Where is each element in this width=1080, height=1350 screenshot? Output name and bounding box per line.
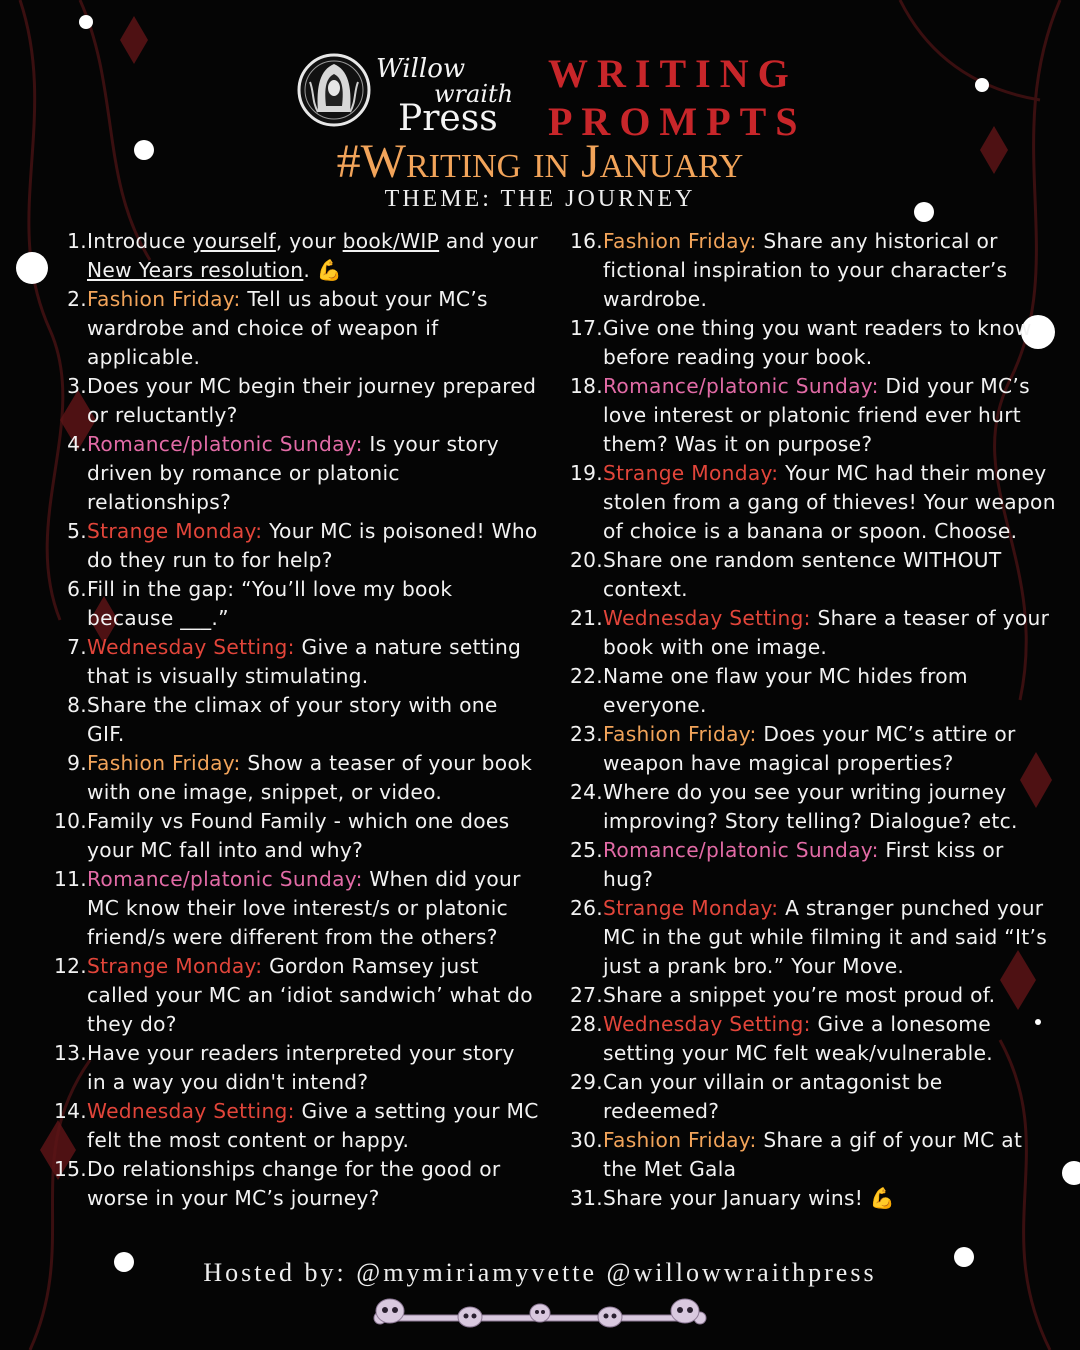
prompt-item	[50, 807, 540, 865]
prompt-item	[50, 517, 540, 575]
prompt-day-label: Fashion Friday:	[87, 287, 241, 311]
logo-wraith: wraith	[434, 80, 514, 108]
prompt-number: 4.	[67, 432, 87, 456]
prompt-item	[566, 227, 1056, 314]
prompt-text	[87, 1099, 539, 1152]
prompt-description: Give one thing you want readers to know before reading your book.	[603, 316, 1032, 369]
prompt-description: Share the climax of your story with one GIF.	[87, 693, 498, 746]
theme-subtitle: THEME: THE JOURNEY	[384, 186, 696, 212]
prompt-description: Have your readers interpreted your story in a way you didn't intend?	[87, 1041, 515, 1094]
prompt-text-segment: . 💪	[303, 258, 343, 282]
prompt-text	[603, 461, 1056, 543]
prompt-text-segment: and your	[439, 229, 539, 253]
prompt-number: 26.	[569, 896, 603, 920]
prompt-text	[87, 519, 538, 572]
prompt-text	[603, 664, 968, 717]
prompt-number: 31.	[569, 1186, 603, 1210]
prompt-text	[603, 1070, 943, 1123]
prompt-number: 27.	[569, 983, 603, 1007]
prompt-item	[50, 430, 540, 517]
prompt-description: Share any historical or fictional inspiration to your character’s wardrobe.	[603, 229, 1008, 311]
prompt-item	[566, 778, 1056, 836]
prompt-text	[603, 722, 1016, 775]
prompt-description: Give a setting your MC felt the most content or happy.	[87, 1099, 539, 1152]
prompt-day-label: Wednesday Setting:	[87, 1099, 295, 1123]
prompt-description: Share a teaser of your book with one image.	[603, 606, 1050, 659]
prompt-text	[87, 1157, 500, 1210]
prompt-text	[87, 751, 532, 804]
prompt-description: Is your story driven by romance or platonic relationships?	[87, 432, 500, 514]
prompt-number: 13.	[53, 1041, 87, 1065]
prompt-underlined-text: New Years resolution	[87, 258, 304, 282]
prompt-description: Tell us about your MC’s wardrobe and choice of weapon if applicable.	[87, 287, 488, 369]
prompt-text	[87, 577, 452, 630]
prompt-day-label: Fashion Friday:	[603, 229, 757, 253]
prompt-description: Family vs Found Family - which one does your MC fall into and why?	[87, 809, 510, 862]
prompt-description: Show a teaser of your book with one image, snippet, or video.	[87, 751, 533, 804]
prompt-day-label: Romance/platonic Sunday:	[603, 838, 879, 862]
prompt-text	[603, 1186, 895, 1210]
prompt-description: First kiss or hug?	[603, 838, 1004, 891]
prompt-day-label: Strange Monday:	[603, 461, 779, 485]
prompt-item	[566, 1010, 1056, 1068]
prompt-number: 21.	[569, 606, 603, 630]
prompt-day-label: Romance/platonic Sunday:	[87, 867, 363, 891]
prompt-item	[50, 749, 540, 807]
prompt-description: Share a snippet you’re most proud of.	[603, 983, 996, 1007]
prompt-text-segment: , your	[275, 229, 343, 253]
prompt-description: Your MC had their money stolen from a gang of thieves! Your weapon of choice is a banana or spoon. Choose.	[603, 461, 1056, 543]
logo-press: Press	[398, 98, 498, 139]
prompt-description: A stranger punched your MC in the gut while filming it and said “It’s just a prank bro.” Your Move.	[603, 896, 1048, 978]
prompt-item	[566, 1126, 1056, 1184]
logo-willow: Willow	[376, 54, 466, 84]
prompt-day-label: Strange Monday:	[87, 954, 263, 978]
prompt-number: 8.	[67, 693, 87, 717]
prompt-number: 24.	[569, 780, 603, 804]
prompt-item	[566, 314, 1056, 372]
glow-dot-1	[79, 15, 93, 29]
prompt-text	[87, 809, 509, 862]
prompt-number: 22.	[569, 664, 603, 688]
prompt-item	[566, 604, 1056, 662]
prompt-description: Give a lonesome setting your MC felt weak/vulnerable.	[603, 1012, 993, 1065]
prompt-description: Does your MC begin their journey prepared or reluctantly?	[87, 374, 537, 427]
prompt-item	[50, 372, 540, 430]
prompt-number: 3.	[67, 374, 87, 398]
glow-dot-4	[975, 78, 989, 92]
prompt-item	[50, 691, 540, 749]
prompt-number: 5.	[67, 519, 87, 543]
prompt-underlined-text: book/WIP	[342, 229, 440, 253]
prompt-number: 17.	[569, 316, 603, 340]
prompt-item	[566, 459, 1056, 546]
prompt-description: Your MC is poisoned! Who do they run to for help?	[87, 519, 538, 572]
prompt-number: 6.	[67, 577, 87, 601]
prompt-item	[566, 720, 1056, 778]
prompt-day-label: Wednesday Setting:	[603, 606, 811, 630]
prompt-number: 18.	[569, 374, 603, 398]
writing-label: WRITING	[548, 51, 798, 96]
prompt-number: 1.	[67, 229, 87, 253]
prompt-text	[87, 229, 538, 282]
prompt-number: 9.	[67, 751, 87, 775]
prompt-description: Gordon Ramsey just called your MC an ‘idiot sandwich’ what do they do?	[87, 954, 533, 1036]
glow-dot-3	[16, 252, 48, 284]
prompt-text	[87, 693, 498, 746]
prompt-text	[603, 229, 1007, 311]
prompt-item	[566, 894, 1056, 981]
prompt-description: Does your MC’s attire or weapon have magical properties?	[603, 722, 1016, 775]
prompt-text	[87, 287, 488, 369]
prompt-number: 12.	[53, 954, 87, 978]
prompt-item	[50, 1039, 540, 1097]
prompt-description: Share your January wins! 💪	[603, 1186, 896, 1210]
prompt-number: 28.	[569, 1012, 603, 1036]
prompt-text	[603, 1012, 993, 1065]
prompt-day-label: Wednesday Setting:	[87, 635, 295, 659]
prompt-text	[87, 432, 499, 514]
prompt-number: 7.	[67, 635, 87, 659]
prompt-item	[50, 227, 540, 285]
prompt-day-label: Romance/platonic Sunday:	[603, 374, 879, 398]
prompt-day-label: Romance/platonic Sunday:	[87, 432, 363, 456]
prompt-item	[566, 1184, 1056, 1213]
prompts-label: PROMPTS	[548, 99, 807, 144]
prompt-item	[50, 1097, 540, 1155]
prompt-item	[50, 575, 540, 633]
skull-bones-divider-icon	[360, 1295, 720, 1339]
prompt-day-label: Fashion Friday:	[87, 751, 241, 775]
prompt-number: 11.	[53, 867, 87, 891]
prompt-day-label: Fashion Friday:	[603, 722, 757, 746]
prompt-description: When did your MC know their love interest/s or platonic friend/s were different from the others?	[87, 867, 521, 949]
prompt-description: Share a gif of your MC at the Met Gala	[603, 1128, 1023, 1181]
prompt-number: 2.	[67, 287, 87, 311]
prompt-text-segment: Introduce	[87, 229, 193, 253]
prompt-text	[603, 983, 995, 1007]
prompt-day-label: Wednesday Setting:	[603, 1012, 811, 1036]
prompt-item	[566, 981, 1056, 1010]
prompt-description: Can your villain or antagonist be redeemed?	[603, 1070, 943, 1123]
prompt-text	[87, 374, 536, 427]
prompt-item	[566, 372, 1056, 459]
prompt-list-right	[566, 227, 1056, 1213]
prompt-text	[603, 316, 1032, 369]
prompt-text	[87, 954, 533, 1036]
prompt-text	[603, 1128, 1022, 1181]
prompt-item	[566, 836, 1056, 894]
prompt-text	[603, 780, 1018, 833]
prompt-underlined-text: yourself	[192, 229, 276, 253]
prompt-item	[50, 285, 540, 372]
prompt-description: Do relationships change for the good or worse in your MC’s journey?	[87, 1157, 501, 1210]
prompt-text	[87, 867, 521, 949]
prompt-number: 10.	[53, 809, 87, 833]
prompt-text	[87, 635, 521, 688]
page-title: #Writing in January	[336, 135, 744, 188]
prompt-description: Name one flaw your MC hides from everyone.	[603, 664, 968, 717]
prompt-description: Give a nature setting that is visually stimulating.	[87, 635, 522, 688]
prompt-text	[87, 1041, 515, 1094]
prompt-item	[50, 865, 540, 952]
prompt-day-label: Strange Monday:	[603, 896, 779, 920]
prompt-item	[50, 952, 540, 1039]
prompt-item	[50, 633, 540, 691]
prompt-number: 15.	[53, 1157, 87, 1181]
publisher-logo-text	[376, 50, 546, 140]
prompt-text	[603, 548, 1002, 601]
prompt-number: 29.	[569, 1070, 603, 1094]
prompt-text	[603, 606, 1049, 659]
prompt-number: 20.	[569, 548, 603, 572]
prompt-item	[566, 662, 1056, 720]
prompt-text	[603, 896, 1047, 978]
prompt-day-label: Fashion Friday:	[603, 1128, 757, 1152]
prompt-text	[603, 374, 1030, 456]
prompt-text	[603, 838, 1004, 891]
prompt-description: Share one random sentence WITHOUT context.	[603, 548, 1002, 601]
prompt-description: Where do you see your writing journey improving? Story telling? Dialogue? etc.	[603, 780, 1018, 833]
prompt-item	[50, 1155, 540, 1213]
prompt-item	[566, 1068, 1056, 1126]
prompt-list-left	[50, 227, 540, 1213]
prompt-number: 14.	[53, 1099, 87, 1123]
prompt-item	[566, 546, 1056, 604]
prompt-number: 23.	[569, 722, 603, 746]
prompt-description: Did your MC’s love interest or platonic friend ever hurt them? Was it on purpose?	[603, 374, 1030, 456]
prompt-number: 25.	[569, 838, 603, 862]
prompt-number: 30.	[569, 1128, 603, 1152]
glow-dot-8	[1062, 1161, 1080, 1185]
prompt-description: Fill in the gap: “You’ll love my book because ___.”	[87, 577, 453, 630]
prompt-number: 19.	[569, 461, 603, 485]
willow-wraith-logo-icon	[296, 52, 372, 128]
prompt-day-label: Strange Monday:	[87, 519, 263, 543]
prompt-number: 16.	[569, 229, 603, 253]
hosted-by-credit: Hosted by: @mymiriamyvette @willowwraithpress	[203, 1258, 877, 1287]
